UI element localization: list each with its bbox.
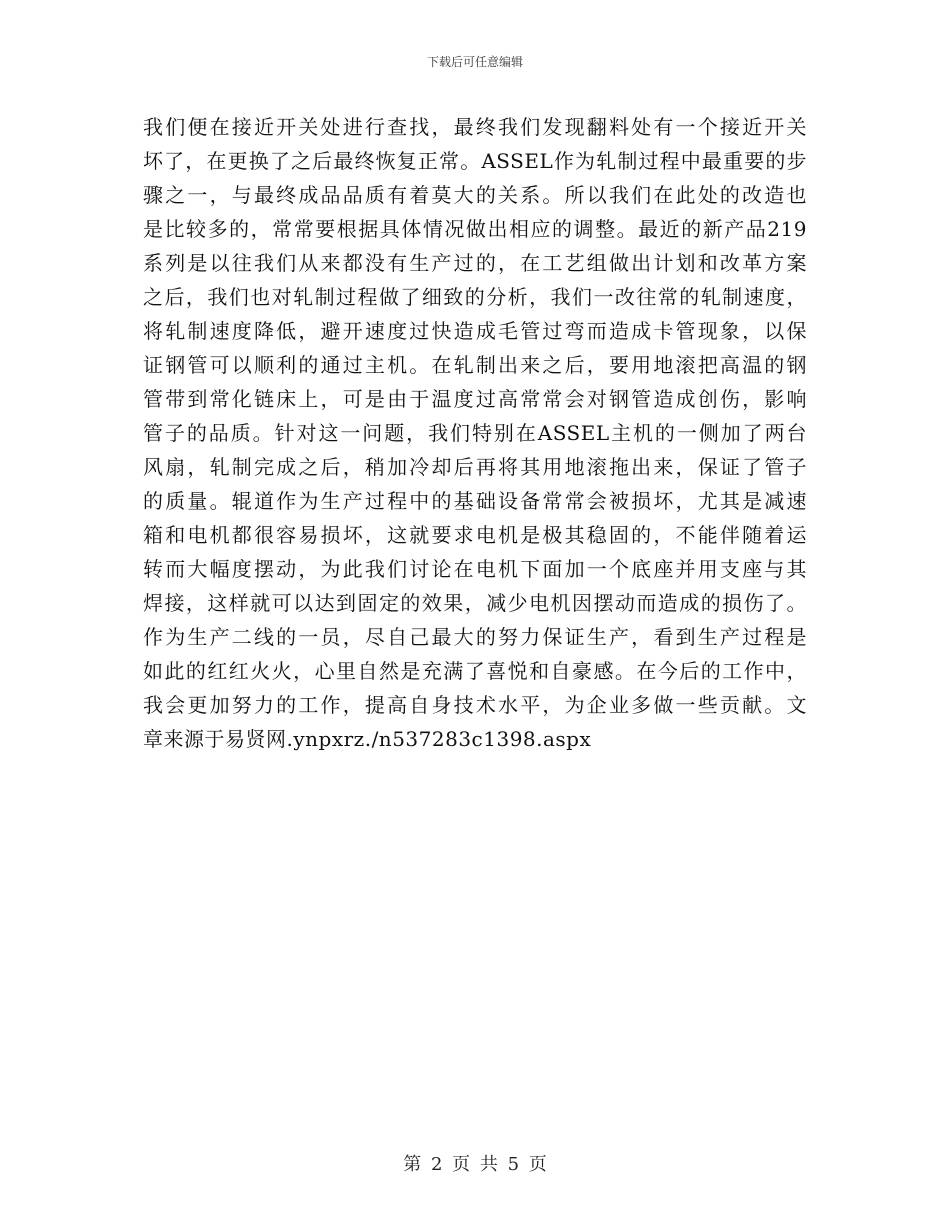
body-line: 坏了，在更换了之后最终恢复正常。ASSEL作为轧制过程中最重要的步	[143, 149, 807, 173]
body-line: 之后，我们也对轧制过程做了细致的分析，我们一改往常的轧制速度，	[143, 285, 807, 309]
body-line: 将轧制速度降低，避开速度过快造成毛管过弯而造成卡管现象，以保	[143, 319, 807, 343]
body-line: 作为生产二线的一员，尽自己最大的努力保证生产，看到生产过程是	[143, 625, 807, 649]
body-line: 管子的品质。针对这一问题，我们特别在ASSEL主机的一侧加了两台	[143, 421, 807, 445]
page-header-note: 下载后可任意编辑	[426, 55, 523, 69]
body-line: 系列是以往我们从来都没有生产过的，在工艺组做出计划和改革方案	[143, 251, 807, 275]
body-line: 骤之一，与最终成品品质有着莫大的关系。所以我们在此处的改造也	[143, 183, 807, 207]
body-line: 的质量。辊道作为生产过程中的基础设备常常会被损坏，尤其是减速	[143, 489, 807, 513]
document-body	[143, 110, 807, 756]
body-line: 章来源于易贤网.ynpxrz./n537283c1398.aspx	[143, 727, 592, 751]
body-line: 我们便在接近开关处进行查找，最终我们发现翻料处有一个接近开关	[143, 115, 807, 139]
body-line: 我会更加努力的工作，提高自身技术水平，为企业多做一些贡献。文	[143, 693, 807, 717]
body-line: 证钢管可以顺利的通过主机。在轧制出来之后，要用地滚把高温的钢	[143, 353, 807, 377]
body-line: 风扇，轧制完成之后，稍加冷却后再将其用地滚拖出来，保证了管子	[143, 455, 807, 479]
body-line: 是比较多的，常常要根据具体情况做出相应的调整。最近的新产品219	[143, 217, 807, 241]
body-line: 如此的红红火火，心里自然是充满了喜悦和自豪感。在今后的工作中，	[143, 659, 807, 683]
body-line: 转而大幅度摆动，为此我们讨论在电机下面加一个底座并用支座与其	[143, 557, 807, 581]
body-line: 箱和电机都很容易损坏，这就要求电机是极其稳固的，不能伴随着运	[143, 523, 807, 547]
page-number: 第 2 页 共 5 页	[403, 1154, 547, 1175]
body-line: 焊接，这样就可以达到固定的效果，减少电机因摆动而造成的损伤了。	[143, 591, 807, 615]
body-line: 管带到常化链床上，可是由于温度过高常常会对钢管造成创伤，影响	[143, 387, 807, 411]
